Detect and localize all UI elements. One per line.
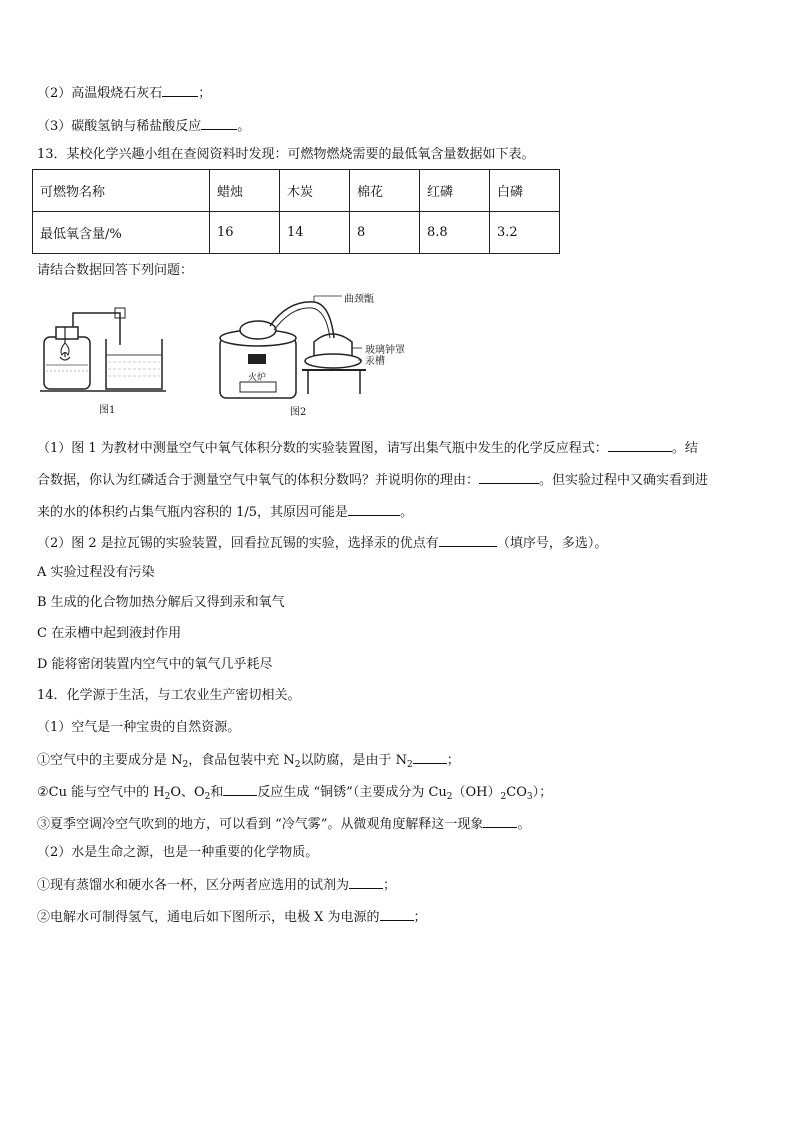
figure-2-label: 图2 bbox=[290, 407, 307, 418]
option-a: A 实验过程没有污染 bbox=[37, 565, 155, 580]
bottle-stopper bbox=[56, 327, 78, 339]
q14-item1: ①空气中的主要成分是 $N_2$，食品包装中充 $N_2$以防腐，是由于 $N_2$ ； bbox=[37, 749, 460, 771]
answer-blank[interactable] bbox=[223, 781, 257, 796]
q13-prompt: 请结合数据回答下列问题： bbox=[37, 263, 194, 278]
mercury-trough bbox=[305, 354, 361, 368]
q13-stem: 13．某校化学兴趣小组在查阅资料时发现：可燃物燃烧需要的最低氧含量数据如下表。 bbox=[37, 147, 535, 162]
figure-1-apparatus bbox=[38, 305, 190, 400]
table-cell: 8.8 bbox=[420, 212, 490, 254]
q14-sub2: （2）水是生命之源，也是一种重要的化学物质。 bbox=[37, 845, 319, 860]
q13-part2: （2）图 2 是拉瓦锡的实验装置，回看拉瓦锡的实验，选择汞的优点有 （填序号，多选）。 bbox=[37, 532, 607, 554]
table-cell: 16 bbox=[210, 212, 280, 254]
beaker bbox=[106, 339, 162, 389]
answer-blank[interactable] bbox=[483, 813, 517, 828]
table-cell: 8 bbox=[350, 212, 420, 254]
answer-blank[interactable] bbox=[413, 749, 447, 764]
answer-blank[interactable] bbox=[479, 469, 539, 484]
annotation-trough: 汞槽 bbox=[365, 356, 385, 367]
q12-item2: （2）高温煅烧石灰石 ； bbox=[37, 82, 211, 104]
answer-blank[interactable] bbox=[349, 874, 383, 889]
table-cell: 白磷 bbox=[490, 170, 560, 212]
figure-2-apparatus bbox=[210, 294, 388, 402]
connecting-tube bbox=[73, 313, 120, 345]
q13-part1-line1: （1）图 1 为教材中测量空气中氧气体积分数的实验装置图，请写出集气瓶中发生的化学反应程式： 。结 bbox=[37, 437, 698, 459]
table-header-row bbox=[33, 170, 560, 212]
answer-blank[interactable] bbox=[348, 501, 400, 516]
table-cell: 可燃物名称 bbox=[33, 170, 210, 212]
annotation-bell-jar: 玻璃钟罩 bbox=[365, 345, 405, 356]
q14-sub1: （1）空气是一种宝贵的自然资源。 bbox=[37, 720, 241, 735]
answer-blank[interactable] bbox=[439, 532, 497, 547]
answer-blank[interactable] bbox=[608, 437, 672, 452]
q14-water-item2: ②电解水可制得氢气，通电后如下图所示，电极 X 为电源的 ； bbox=[37, 906, 427, 928]
figure-1-label: 图1 bbox=[99, 405, 116, 416]
answer-blank[interactable] bbox=[162, 82, 198, 97]
table-cell: 3.2 bbox=[490, 212, 560, 254]
q14-stem: 14．化学源于生活，与工农业生产密切相关。 bbox=[37, 688, 301, 703]
q13-part1-line2: 合数据，你认为红磷适合于测量空气中氧气的体积分数吗？并说明你的理由： 。但实验过程中又确实看到进 bbox=[37, 469, 708, 491]
table-cell: 蜡烛 bbox=[210, 170, 280, 212]
option-c: C 在汞槽中起到液封作用 bbox=[37, 626, 182, 641]
option-d: D 能将密闭装置内空气中的氧气几乎耗尽 bbox=[37, 657, 273, 672]
answer-blank[interactable] bbox=[201, 115, 237, 130]
annotation-furnace: 火炉 bbox=[248, 373, 267, 383]
answer-blank[interactable] bbox=[380, 906, 414, 921]
annotation-retort: 曲颈甑 bbox=[344, 294, 374, 305]
table-cell: 红磷 bbox=[420, 170, 490, 212]
q14-item3: ③夏季空调冷空气吹到的地方，可以看到 “冷气雾”。从微观角度解释这一现象 。 bbox=[37, 813, 530, 835]
oxygen-content-table bbox=[32, 169, 560, 254]
q14-water-item1: ①现有蒸馏水和硬水各一杯，区分两者应选用的试剂为 ； bbox=[37, 874, 396, 896]
q12-item3: （3）碳酸氢钠与稀盐酸反应 。 bbox=[37, 115, 250, 137]
table-cell: 14 bbox=[280, 212, 350, 254]
option-b: B 生成的化合物加热分解后又得到汞和氧气 bbox=[37, 595, 285, 610]
furnace bbox=[220, 338, 296, 398]
q13-part1-line3: 来的水的体积约占集气瓶内容积的 1/5，其原因可能是 。 bbox=[37, 501, 413, 523]
table-cell: 最低氧含量/% bbox=[33, 212, 210, 254]
table-cell: 棉花 bbox=[350, 170, 420, 212]
table-row bbox=[33, 212, 560, 254]
q14-item2: ②Cu 能与空气中的 $H_2O$、$O_2$和 反应生成 “铜锈”（主要成分为 $Cu_2(OH)_2CO_3$）； bbox=[37, 781, 552, 803]
flame-icon bbox=[248, 354, 266, 364]
retort-flask bbox=[240, 321, 276, 339]
table-cell: 木炭 bbox=[280, 170, 350, 212]
